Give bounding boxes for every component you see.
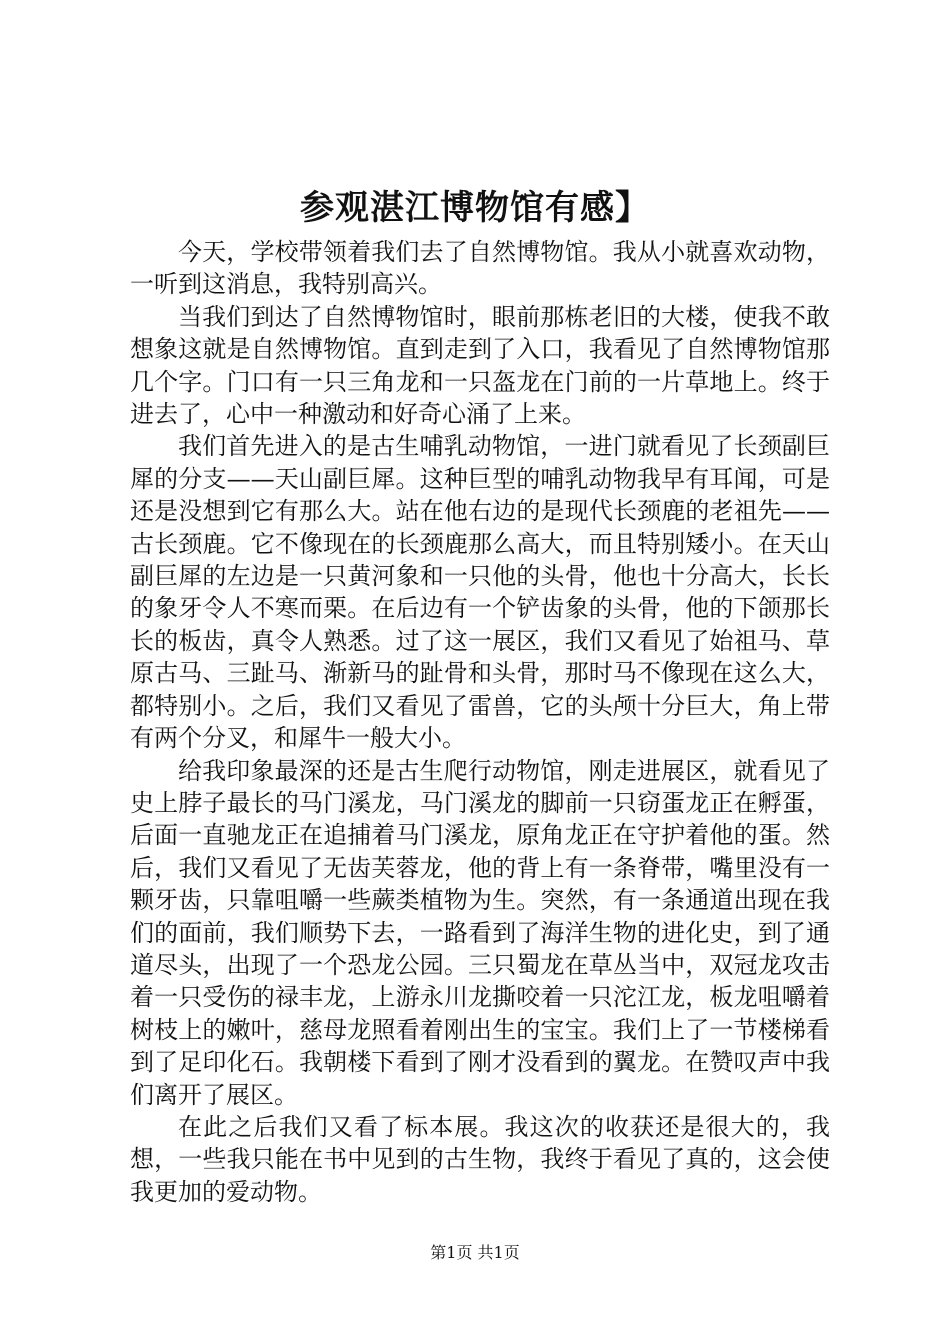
paragraph: 我们首先进入的是古生哺乳动物馆，一进门就看见了长颈副巨犀的分支——天山副巨犀。这种巨型的哺乳动物我早有耳闻，可是还是没想到它有那么大。站在他右边的是现代长颈鹿的老祖先——古长颈鹿。它不像现在的长颈鹿那么高大，而且特别矮小。在天山副巨犀的左边是一只黄河象和一只他的头骨，他也十分高大，长长的象牙令人不寒而栗。在后边有一个铲齿象的头骨，他的下颌那长长的板齿，真令人熟悉。过了这一展区，我们又看见了始祖马、草原古马、三趾马、渐新马的趾骨和头骨，那时马不像现在这么大，都特别小。之后，我们又看见了雷兽，它的头颅十分巨大，角上带有两个分叉，和犀牛一般大小。 [130, 432, 830, 753]
paragraph: 当我们到达了自然博物馆时，眼前那栋老旧的大楼，使我不敢想象这就是自然博物馆。直到走到了入口，我看见了自然博物馆那几个字。门口有一只三角龙和一只盔龙在门前的一片草地上。终于进去了，心中一种激动和好奇心涌了上来。 [130, 302, 830, 429]
document-title: 参观湛江博物馆有感】 [300, 188, 650, 228]
paragraph: 在此之后我们又看了标本展。我这次的收获还是很大的，我想，一些我只能在书中见到的古生物，我终于看见了真的，这会使我更加的爱动物。 [130, 1112, 830, 1206]
paragraph: 今天，学校带领着我们去了自然博物馆。我从小就喜欢动物，一听到这消息，我特别高兴。 [130, 238, 830, 299]
paragraph: 给我印象最深的还是古生爬行动物馆，刚走进展区，就看见了史上脖子最长的马门溪龙，马门溪龙的脚前一只窃蛋龙正在孵蛋，后面一直驰龙正在追捕着马门溪龙，原角龙正在守护着他的蛋。然后，我们又看见了无齿芙蓉龙，他的背上有一条脊带，嘴里没有一颗牙齿，只靠咀嚼一些蕨类植物为生。突然，有一条通道出现在我们的面前，我们顺势下去，一路看到了海洋生物的进化史，到了通道尽头，出现了一个恐龙公园。三只蜀龙在草丛当中，双冠龙攻击着一只受伤的禄丰龙，上游永川龙撕咬着一只沱江龙，板龙咀嚼着树枝上的嫩叶，慈母龙照看着刚出生的宝宝。我们上了一节楼梯看到了足印化石。我朝楼下看到了刚才没看到的翼龙。在赞叹声中我们离开了展区。 [130, 756, 830, 1109]
page-footer: 第1页 共1页 [430, 1243, 520, 1262]
document-body [130, 236, 830, 1208]
